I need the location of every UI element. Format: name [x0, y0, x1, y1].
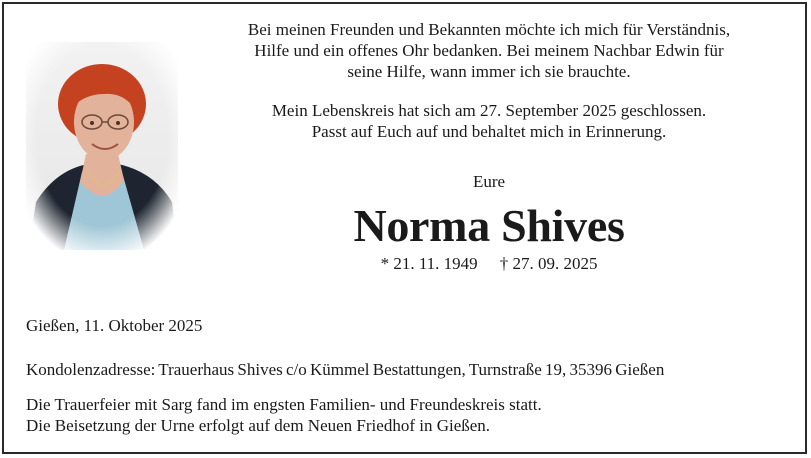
portrait-photo: [26, 42, 178, 250]
funeral-info: [26, 394, 542, 436]
funeral-line: Die Trauerfeier mit Sarg fand im engsten Familien- und Freundeskreis statt.: [26, 395, 542, 414]
thanks-paragraph: [190, 19, 788, 82]
life-dates: [190, 253, 788, 274]
death-date: † 27. 09. 2025: [499, 254, 598, 273]
place-and-date: Gießen, 11. Oktober 2025: [26, 316, 203, 335]
signoff: Eure: [472, 172, 506, 191]
farewell-line: Mein Lebenskreis hat sich am 27. September 2025 geschlossen.: [271, 101, 707, 120]
funeral-line: Die Beisetzung der Urne erfolgt auf dem Neuen Friedhof in Gießen.: [26, 416, 491, 435]
farewell-paragraph: [190, 100, 788, 142]
thanks-line: Hilfe und ein offenes Ohr bedanken. Bei meinem Nachbar Edwin für: [254, 41, 724, 60]
birth-date: * 21. 11. 1949: [380, 254, 478, 273]
deceased-name: Norma Shives: [353, 200, 625, 251]
portrait-image: [26, 42, 178, 250]
condolence-address: Kondolenzadresse: Trauerhaus Shives c/o Kümmel Bestattungen, Turnstraße 19, 35396 Gießen: [26, 360, 665, 379]
thanks-line: Bei meinen Freunden und Bekannten möchte ich mich für Verständnis,: [247, 20, 731, 39]
farewell-line: Passt auf Euch auf und behaltet mich in Erinnerung.: [311, 122, 667, 141]
thanks-line: seine Hilfe, wann immer ich sie brauchte.: [347, 62, 631, 81]
